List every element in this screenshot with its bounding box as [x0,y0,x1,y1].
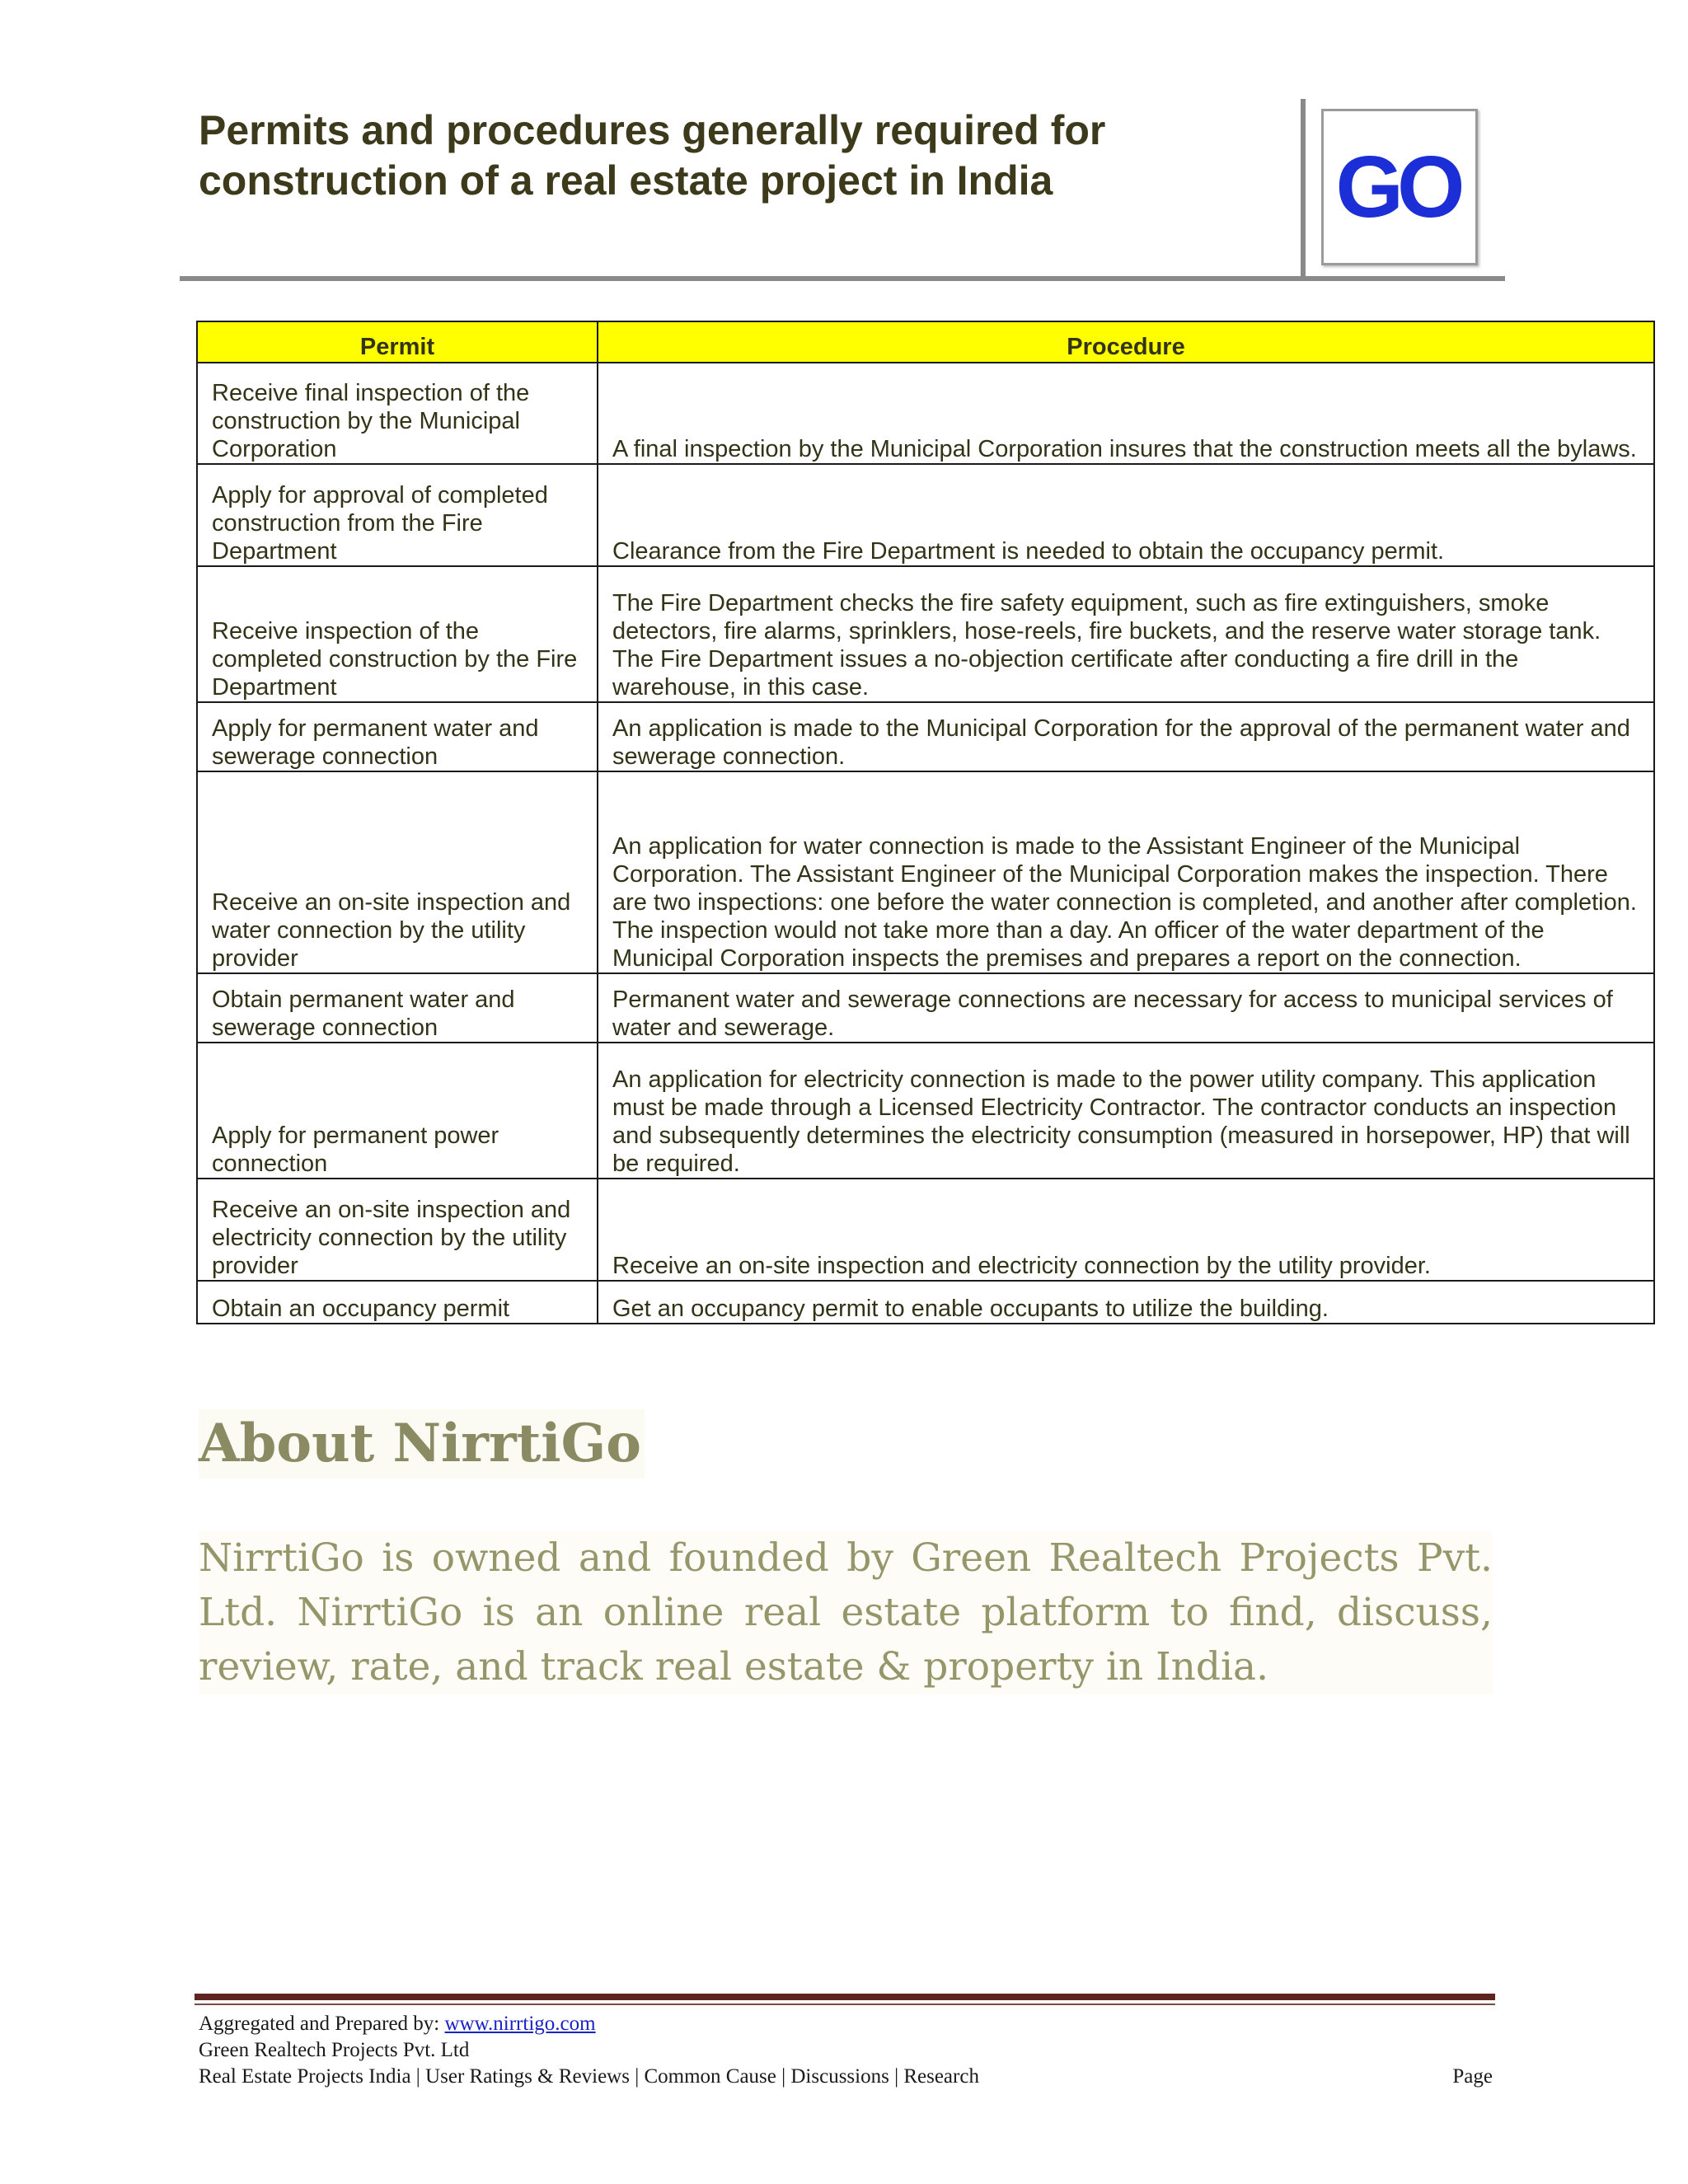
procedure-cell: Clearance from the Fire Department is needed to obtain the occupancy permit. [598,464,1654,566]
page-footer [199,2011,1493,2090]
page-title-line-1: Permits and procedures generally required for [199,107,1106,153]
permit-cell: Receive inspection of the completed construction by the Fire Department [197,566,598,702]
permit-cell: Apply for approval of completed construction from the Fire Department [197,464,598,566]
about-body: NirrtiGo is owned and founded by Green Realtech Projects Pvt. Ltd. NirrtiGo is an online real estate platform to find, discuss, review, rate, and track real estate & property in India. [199,1531,1493,1694]
procedure-cell: Receive an on-site inspection and electricity connection by the utility provider. [598,1179,1654,1281]
procedure-cell: Get an occupancy permit to enable occupants to utilize the building. [598,1281,1654,1324]
permit-cell: Obtain an occupancy permit [197,1281,598,1324]
footer-divider [195,1994,1495,2000]
table-row [197,464,1654,566]
column-header-procedure: Procedure [598,321,1654,363]
table-row [197,702,1654,771]
footer-divider-thin [195,2004,1495,2005]
nirrtigo-logo [1321,109,1478,265]
page-title [199,105,1270,206]
page-title-line-2: construction of a real estate project in India [199,157,1053,204]
permit-cell: Receive an on-site inspection and electricity connection by the utility provider [197,1179,598,1281]
footer-company: Green Realtech Projects Pvt. Ltd [199,2039,470,2061]
permit-cell: Obtain permanent water and sewerage connection [197,973,598,1043]
procedure-cell: A final inspection by the Municipal Corporation insures that the construction meets all the bylaws. [598,363,1654,464]
procedure-cell: The Fire Department checks the fire safety equipment, such as fire extinguishers, smoke detectors, fire alarms, sprinklers, hose-reels, fire buckets, and the reserve water storage tank. The Fire Department issues a no-objection certificate after conducting a fire drill in the warehouse, in this case. [598,566,1654,702]
table-row [197,973,1654,1043]
table-header-row [197,321,1654,363]
table-row [197,771,1654,973]
table-row [197,566,1654,702]
header-vertical-divider [1301,99,1306,280]
permit-cell: Receive an on-site inspection and water connection by the utility provider [197,771,598,973]
footer-prepared-line [199,2011,1493,2037]
table-row [197,1179,1654,1281]
footer-website-link[interactable]: www.nirrtigo.com [444,2013,596,2035]
procedure-cell: An application for water connection is made to the Assistant Engineer of the Municipal Corporation. The Assistant Engineer of the Municipal Corporation makes the inspection. There are two inspections: one before the water connection is completed, and another after completion. The inspection would not take more than a day. An officer of the water department of the Municipal Corporation inspects the premises and prepares a report on the connection. [598,771,1654,973]
procedure-cell: Permanent water and sewerage connections are necessary for access to municipal services of water and sewerage. [598,973,1654,1043]
logo-text: GO [1335,138,1459,236]
permit-cell: Apply for permanent water and sewerage connection [197,702,598,771]
table-row [197,1043,1654,1179]
permits-table [196,321,1655,1324]
footer-page-label: Page [1452,2065,1493,2088]
procedure-cell: An application is made to the Municipal Corporation for the approval of the permanent water and sewerage connection. [598,702,1654,771]
table-row [197,363,1654,464]
procedure-cell: An application for electricity connection is made to the power utility company. This application must be made through a Licensed Electricity Contractor. The contractor conducts an inspection and subsequently determines the electricity consumption (measured in horsepower, HP) that will be required. [598,1043,1654,1179]
header-divider [180,276,1505,281]
about-heading: About NirrtiGo [199,1409,645,1479]
table-row [197,1281,1654,1324]
footer-prepared-label: Aggregated and Prepared by: [199,2013,445,2035]
column-header-permit: Permit [197,321,598,363]
permit-cell: Receive final inspection of the construction by the Municipal Corporation [197,363,598,464]
footer-nav: Real Estate Projects India | User Ratings & Reviews | Common Cause | Discussions | Research [199,2065,979,2088]
permit-cell: Apply for permanent power connection [197,1043,598,1179]
